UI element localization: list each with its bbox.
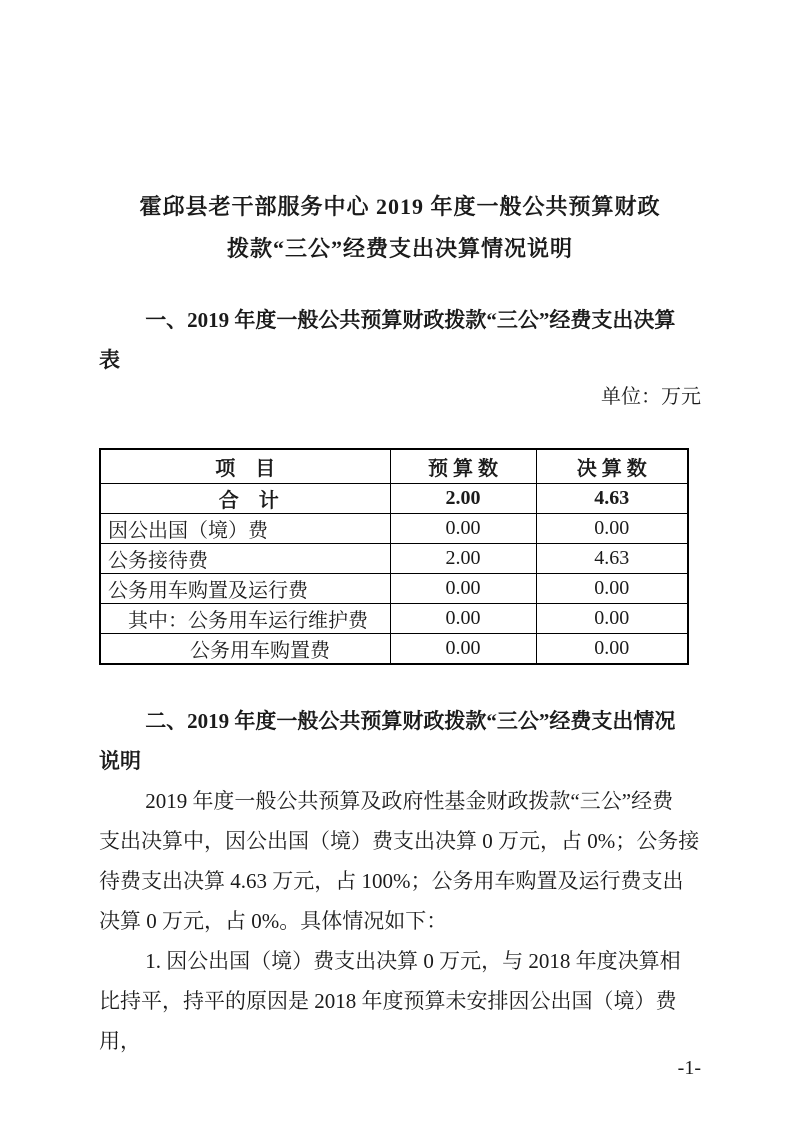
budget-value: 2.00: [390, 544, 536, 574]
section1-heading: [99, 300, 701, 380]
paragraph-line: 比持平，持平的原因是 2018 年度预算未安排因公出国（境）费用，: [99, 989, 677, 1053]
table-row-vehicle-fee: [100, 574, 688, 604]
document-title-line-2: 拨款“三公”经费支出决算情况说明: [226, 236, 573, 261]
table-header-row: [100, 449, 688, 484]
budget-value: 0.00: [390, 634, 536, 665]
row-label: 其中：公务用车运行维护费: [100, 604, 390, 634]
table-row-reception-fee: [100, 544, 688, 574]
column-header-budget: 预 算 数: [390, 449, 536, 484]
budget-value: 2.00: [390, 484, 536, 514]
row-label: 公务接待费: [100, 544, 390, 574]
page-number: -1-: [677, 1057, 701, 1079]
section2-paragraph-1: [99, 781, 701, 941]
table-row-vehicle-purchase-fee: [100, 634, 688, 665]
three-public-expense-table: [99, 448, 689, 665]
table-row-abroad-fee: [100, 514, 688, 544]
paragraph-line: 支出决算中，因公出国（境）费支出决算 0 万元，占 0%；公务接: [99, 829, 700, 853]
final-value: 0.00: [536, 574, 688, 604]
unit-label: 单位：万元: [601, 386, 701, 408]
section2-heading-line-1: 二、2019 年度一般公共预算财政拨款“三公”经费支出情况: [145, 709, 676, 733]
section2-heading-line-2: 说明: [99, 749, 141, 773]
budget-value: 0.00: [390, 514, 536, 544]
final-value: 4.63: [536, 544, 688, 574]
row-label: 公务用车购置费: [100, 634, 390, 665]
final-value: 0.00: [536, 604, 688, 634]
table-row-total: [100, 484, 688, 514]
paragraph-line: 2019 年度一般公共预算及政府性基金财政拨款“三公”经费: [145, 789, 674, 813]
document-title-line-1: 霍邱县老干部服务中心 2019 年度一般公共预算财政: [139, 194, 661, 219]
budget-value: 0.00: [390, 604, 536, 634]
section2-heading: [99, 701, 701, 781]
section2-paragraph-2: [99, 941, 701, 1061]
column-header-item: 项 目: [100, 449, 390, 484]
row-label: 公务用车购置及运行费: [100, 574, 390, 604]
section1-heading-line-1: 一、2019 年度一般公共预算财政拨款“三公”经费支出决算: [145, 308, 676, 332]
final-value: 0.00: [536, 514, 688, 544]
row-label: 合 计: [100, 484, 390, 514]
column-header-final: 决 算 数: [536, 449, 688, 484]
final-value: 0.00: [536, 634, 688, 665]
budget-value: 0.00: [390, 574, 536, 604]
final-value: 4.63: [536, 484, 688, 514]
section1-heading-line-2: 表: [99, 348, 120, 372]
row-label: 因公出国（境）费: [100, 514, 390, 544]
paragraph-line: 1. 因公出国（境）费支出决算 0 万元，与 2018 年度决算相: [145, 949, 681, 973]
document-title: [99, 186, 701, 270]
paragraph-line: 决算 0 万元，占 0%。具体情况如下：: [99, 909, 448, 933]
paragraph-line: 待费支出决算 4.63 万元，占 100%；公务用车购置及运行费支出: [99, 869, 684, 893]
table-row-vehicle-operation-fee: [100, 604, 688, 634]
